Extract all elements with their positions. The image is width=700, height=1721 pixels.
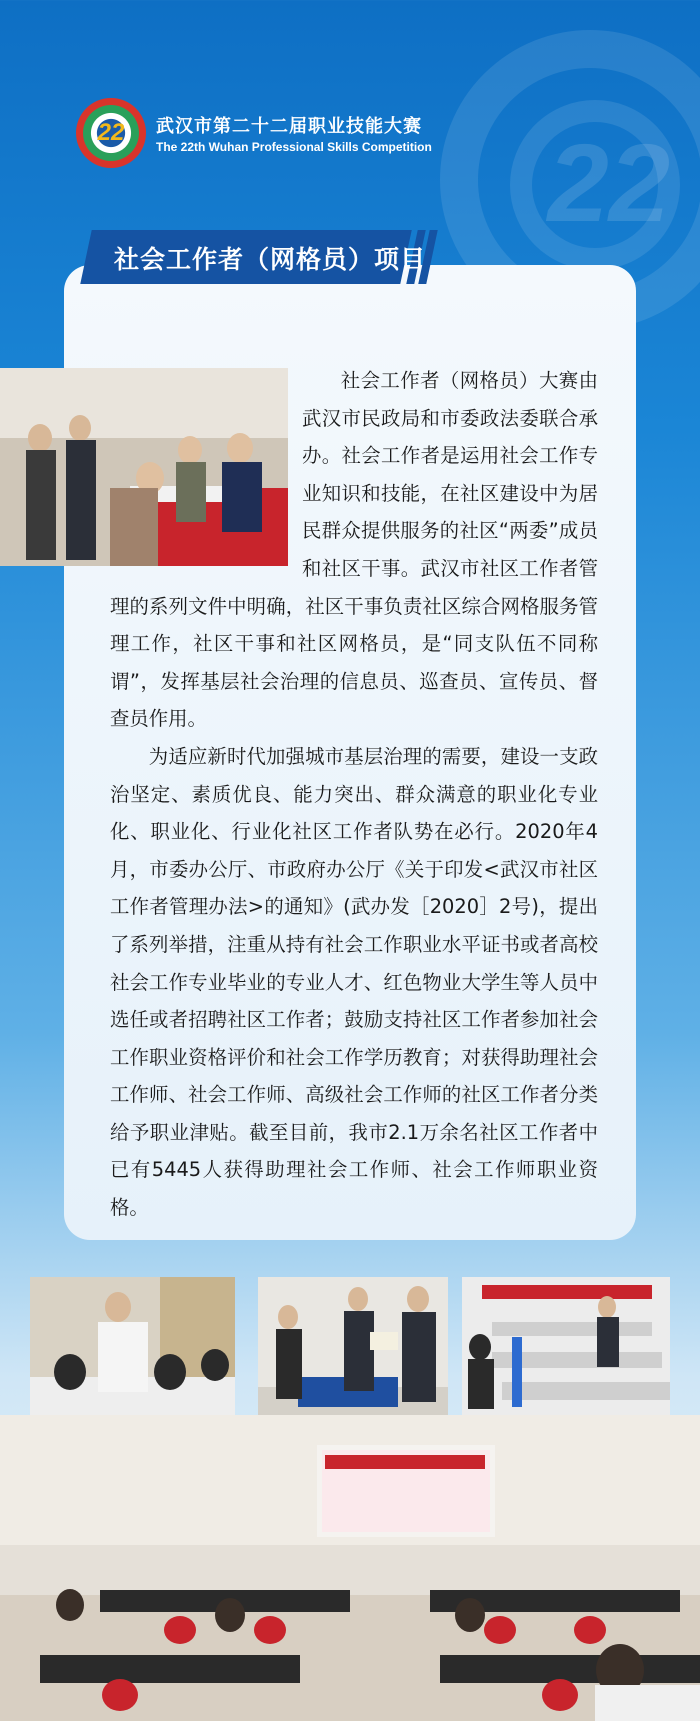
- header-title-cn: 武汉市第二十二届职业技能大赛: [156, 116, 422, 137]
- article-body: [110, 362, 598, 1227]
- photo-conference-hall: [0, 1415, 700, 1721]
- competition-logo: 22: [76, 98, 146, 168]
- section-title: 社会工作者（网格员）项目: [114, 245, 427, 274]
- header-text: [156, 112, 432, 154]
- decorative-22-mark: 22: [547, 122, 670, 245]
- header: [76, 98, 432, 168]
- header-title-en: The 22th Wuhan Professional Skills Competition: [156, 140, 432, 154]
- photo-computer-room: [462, 1277, 670, 1415]
- photo-exam-desk: [30, 1277, 235, 1415]
- paragraph-1: 社会工作者（网格员）大赛由武汉市民政局和市委政法委联合承办。社会工作者是运用社会工作专业知识和技能，在社区建设中为居民群众提供服务的社区“两委”成员和社区干事。武汉市社区工作者管理的系列文件中明确，社区干事负责社区综合网格服务管理工作，社区干事和社区网格员，是“同支队伍不同称谓”，发挥基层社会治理的信息员、巡查员、宣传员、督查员作用。: [110, 369, 598, 731]
- photo-officials: [258, 1277, 448, 1415]
- paragraph-2: 为适应新时代加强城市基层治理的需要，建设一支政治坚定、素质优良、能力突出、群众满意的职业化专业化、职业化、行业化社区工作者队势在必行。2020年4月，市委办公厅、市政府办公厅《关于印发<武汉市社区工作者管理办法>的通知》(武办发［2020］2号)，提出了系列举措，注重从持有社会工作职业水平证书或者高校社会工作专业毕业的专业人才、红色物业大学生等人员中选任或者招聘社区工作者；鼓励支持社区工作者参加社会工作职业资格评价和社会工作学历教育；对获得助理社会工作师、社会工作师、高级社会工作师的社区工作者分类给予职业津贴。截至目前，我市2.1万余名社区工作者中已有5445人获得助理社会工作师、社会工作师职业资格。: [110, 744, 598, 1220]
- photo-registration: [0, 368, 288, 566]
